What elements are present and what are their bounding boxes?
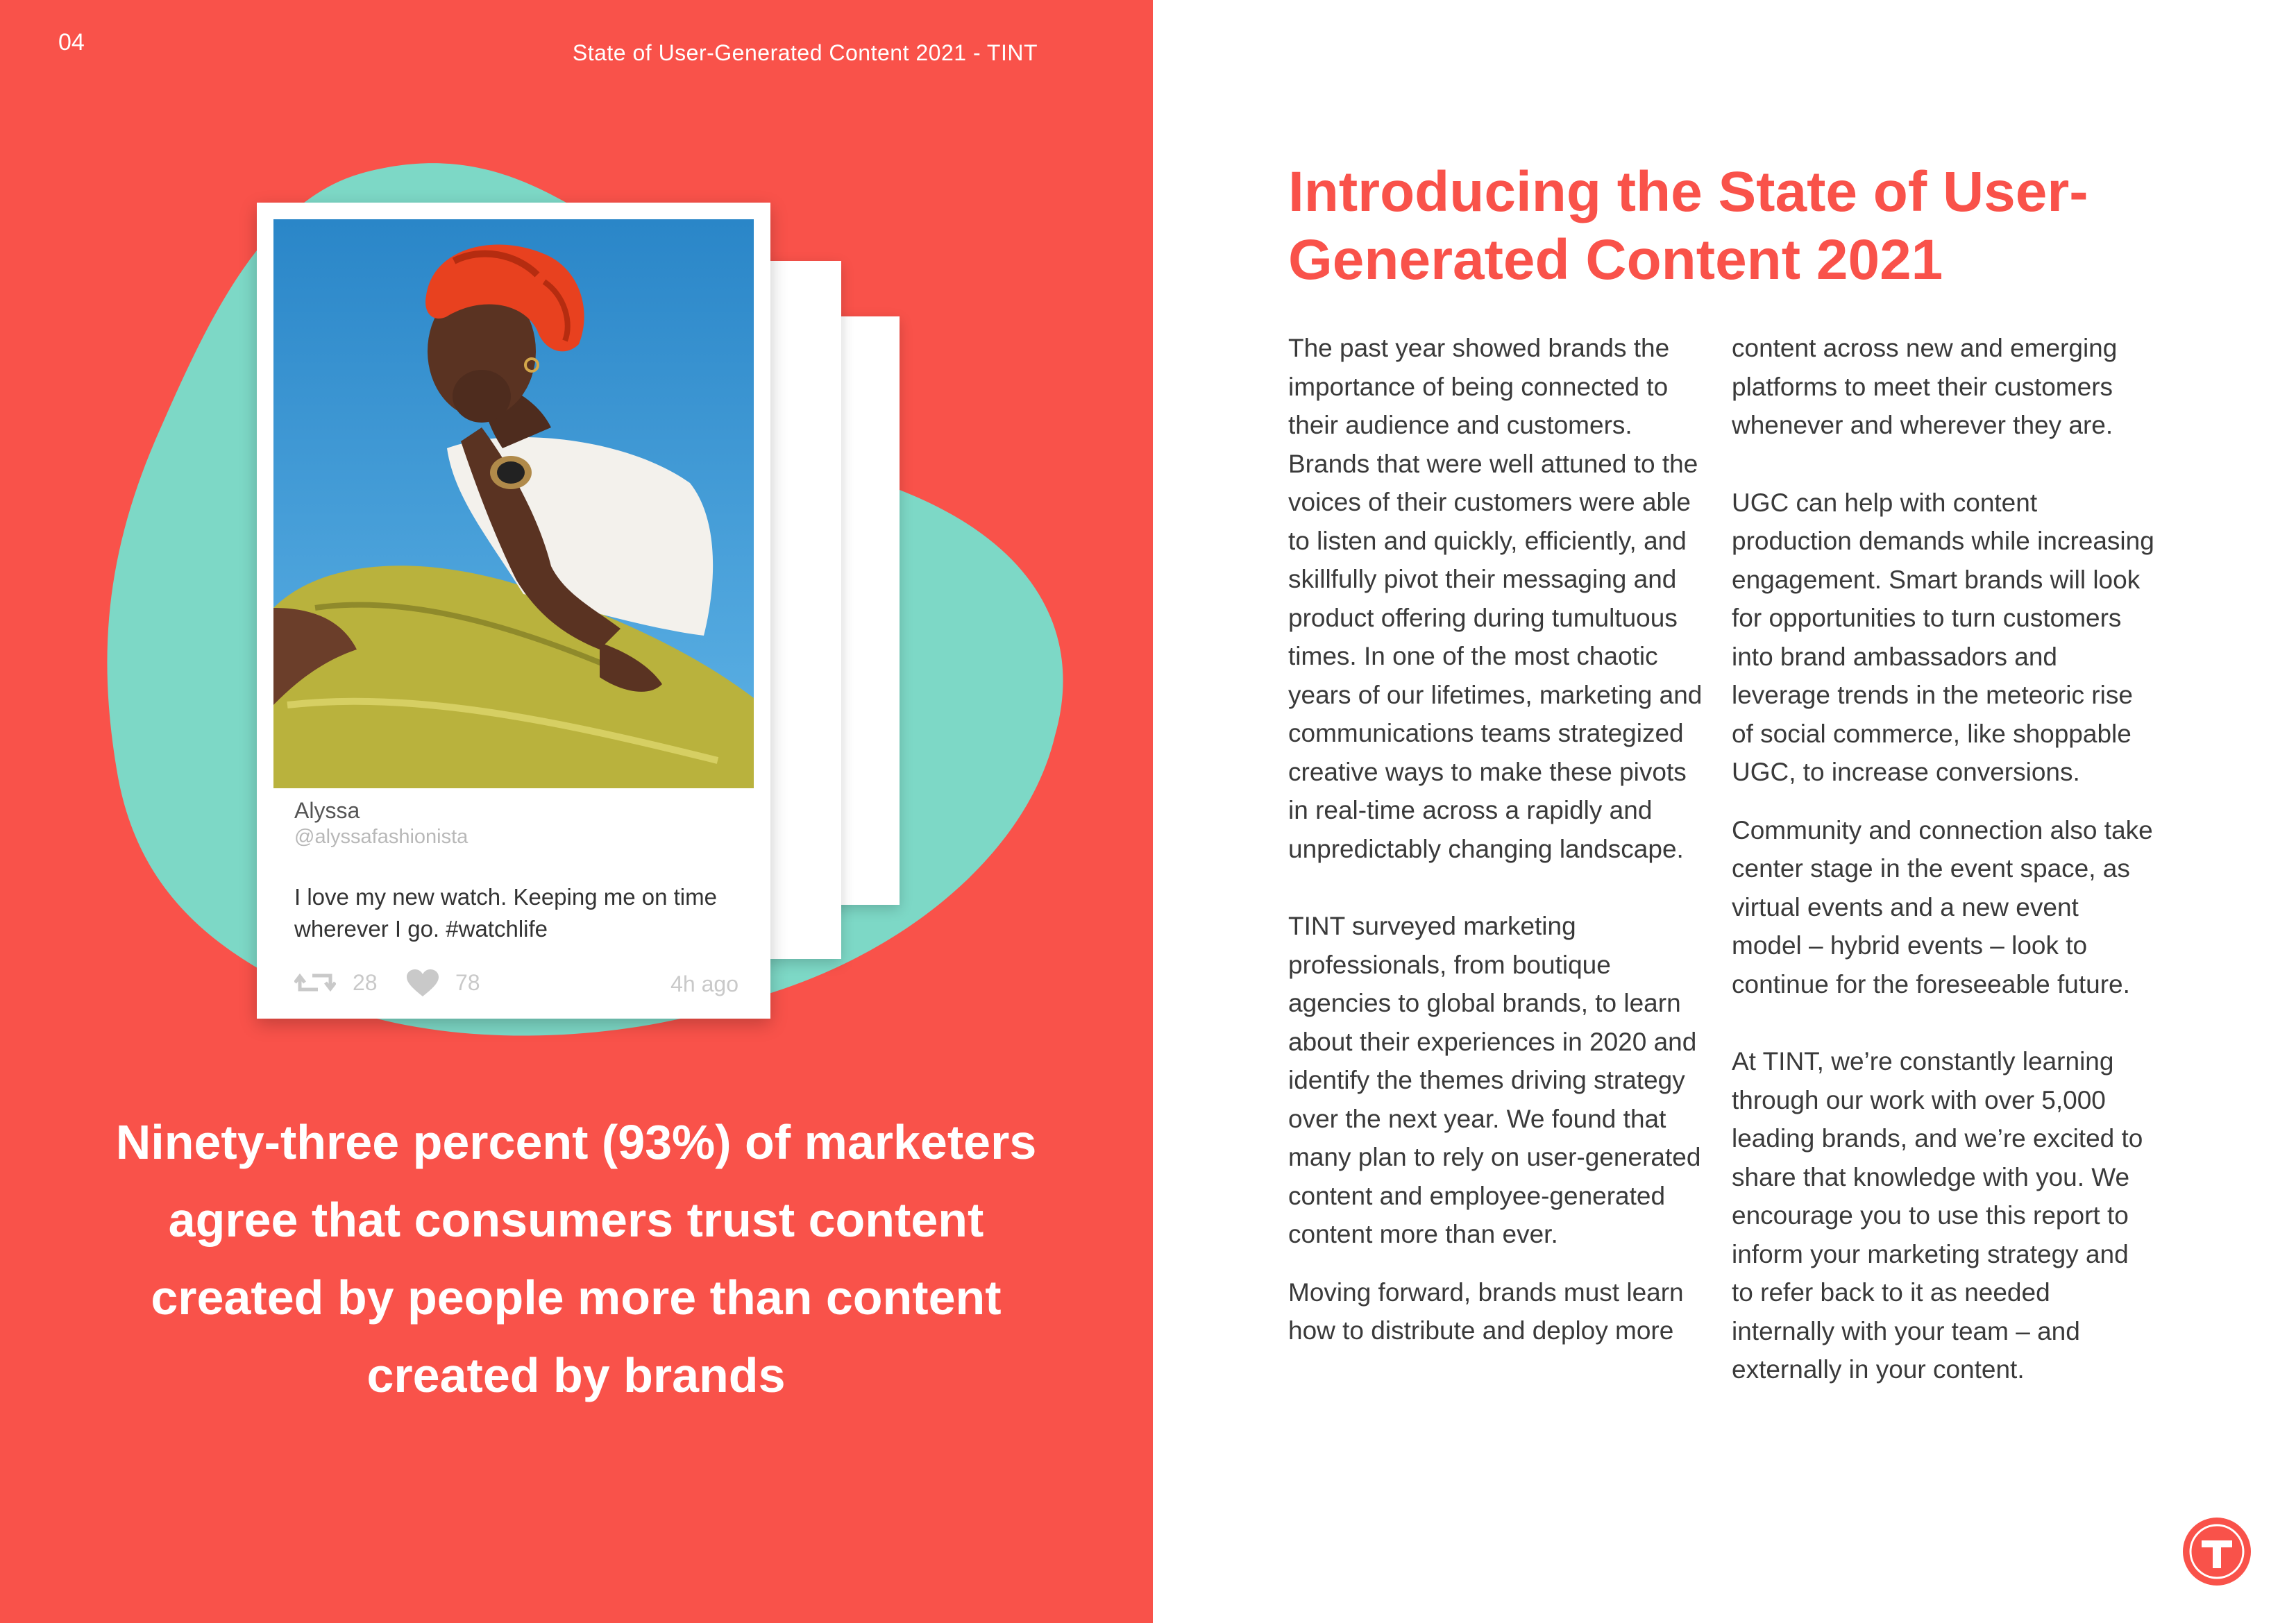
page-number: 04 <box>58 29 85 56</box>
tint-logo-icon <box>2182 1517 2252 1586</box>
paragraph: UGC can help with content production demands while increasing engagement. Smart brands will look for opportunities to turn customers into brand ambassadors and leverage trends in the meteoric rise of social commerce, like shoppable UGC, to increase conversions. <box>1732 488 2154 786</box>
article-column-1 <box>1288 329 1712 1350</box>
retweet-count: 28 <box>353 970 378 995</box>
social-post-card <box>257 203 770 1019</box>
article-column-2 <box>1732 329 2155 1389</box>
retweet-icon <box>294 969 336 1002</box>
article-title: Introducing the State of User-Generated Content 2021 <box>1288 160 2088 291</box>
pull-quote-headline: Ninety-three percent (93%) of marketers agree that consumers trust content created by people more than content created by brands <box>115 1115 1037 1402</box>
paragraph: Community and connection also take center stage in the event space, as virtual events and a new event model – hybrid events – look to continue for the foreseeable future. <box>1732 815 2153 999</box>
like-count: 78 <box>455 970 480 995</box>
stacked-card-middle <box>763 261 841 959</box>
paragraph: The past year showed brands the importance of being connected to their audience and customers. Brands that were well attuned to the voices of their customers were able to listen and quickly, efficiently, and skillfully pivot their messaging and product offering during tumultuous times. In one of the most chaotic years of our lifetimes, marketing and communications teams strategized creative ways to make these pivots in real-time across a rapidly and unpredictably changing landscape. <box>1288 334 1703 863</box>
post-time: 4h ago <box>670 971 738 996</box>
post-photo <box>273 219 754 788</box>
heart-icon <box>405 969 440 1003</box>
post-caption: I love my new watch. Keeping me on time wherever I go. #watchlife <box>294 884 717 942</box>
poster-handle: @alyssafashionista <box>294 826 469 848</box>
paragraph: At TINT, we’re constantly learning through our work with over 5,000 leading brands, and we’re excited to share that knowledge with you. We encourage you to use this report to inform your marketing strategy and to refer back to it as needed internally with your team – and externally in your content. <box>1732 1047 2143 1384</box>
post-stats <box>294 966 738 1001</box>
paragraph: Moving forward, brands must learn how to distribute and deploy more <box>1288 1277 1684 1345</box>
running-title: State of User-Generated Content 2021 - TINT <box>572 40 1038 65</box>
paragraph: TINT surveyed marketing professionals, from boutique agencies to global brands, to learn about their experiences in 2020 and identify the themes driving strategy over the next year. We found that many plan to rely on user-generated content and employee-generated content more than ever. <box>1288 912 1701 1248</box>
paragraph: content across new and emerging platforms to meet their customers whenever and wherever they are. <box>1732 334 2118 439</box>
poster-name: Alyssa <box>294 798 360 823</box>
